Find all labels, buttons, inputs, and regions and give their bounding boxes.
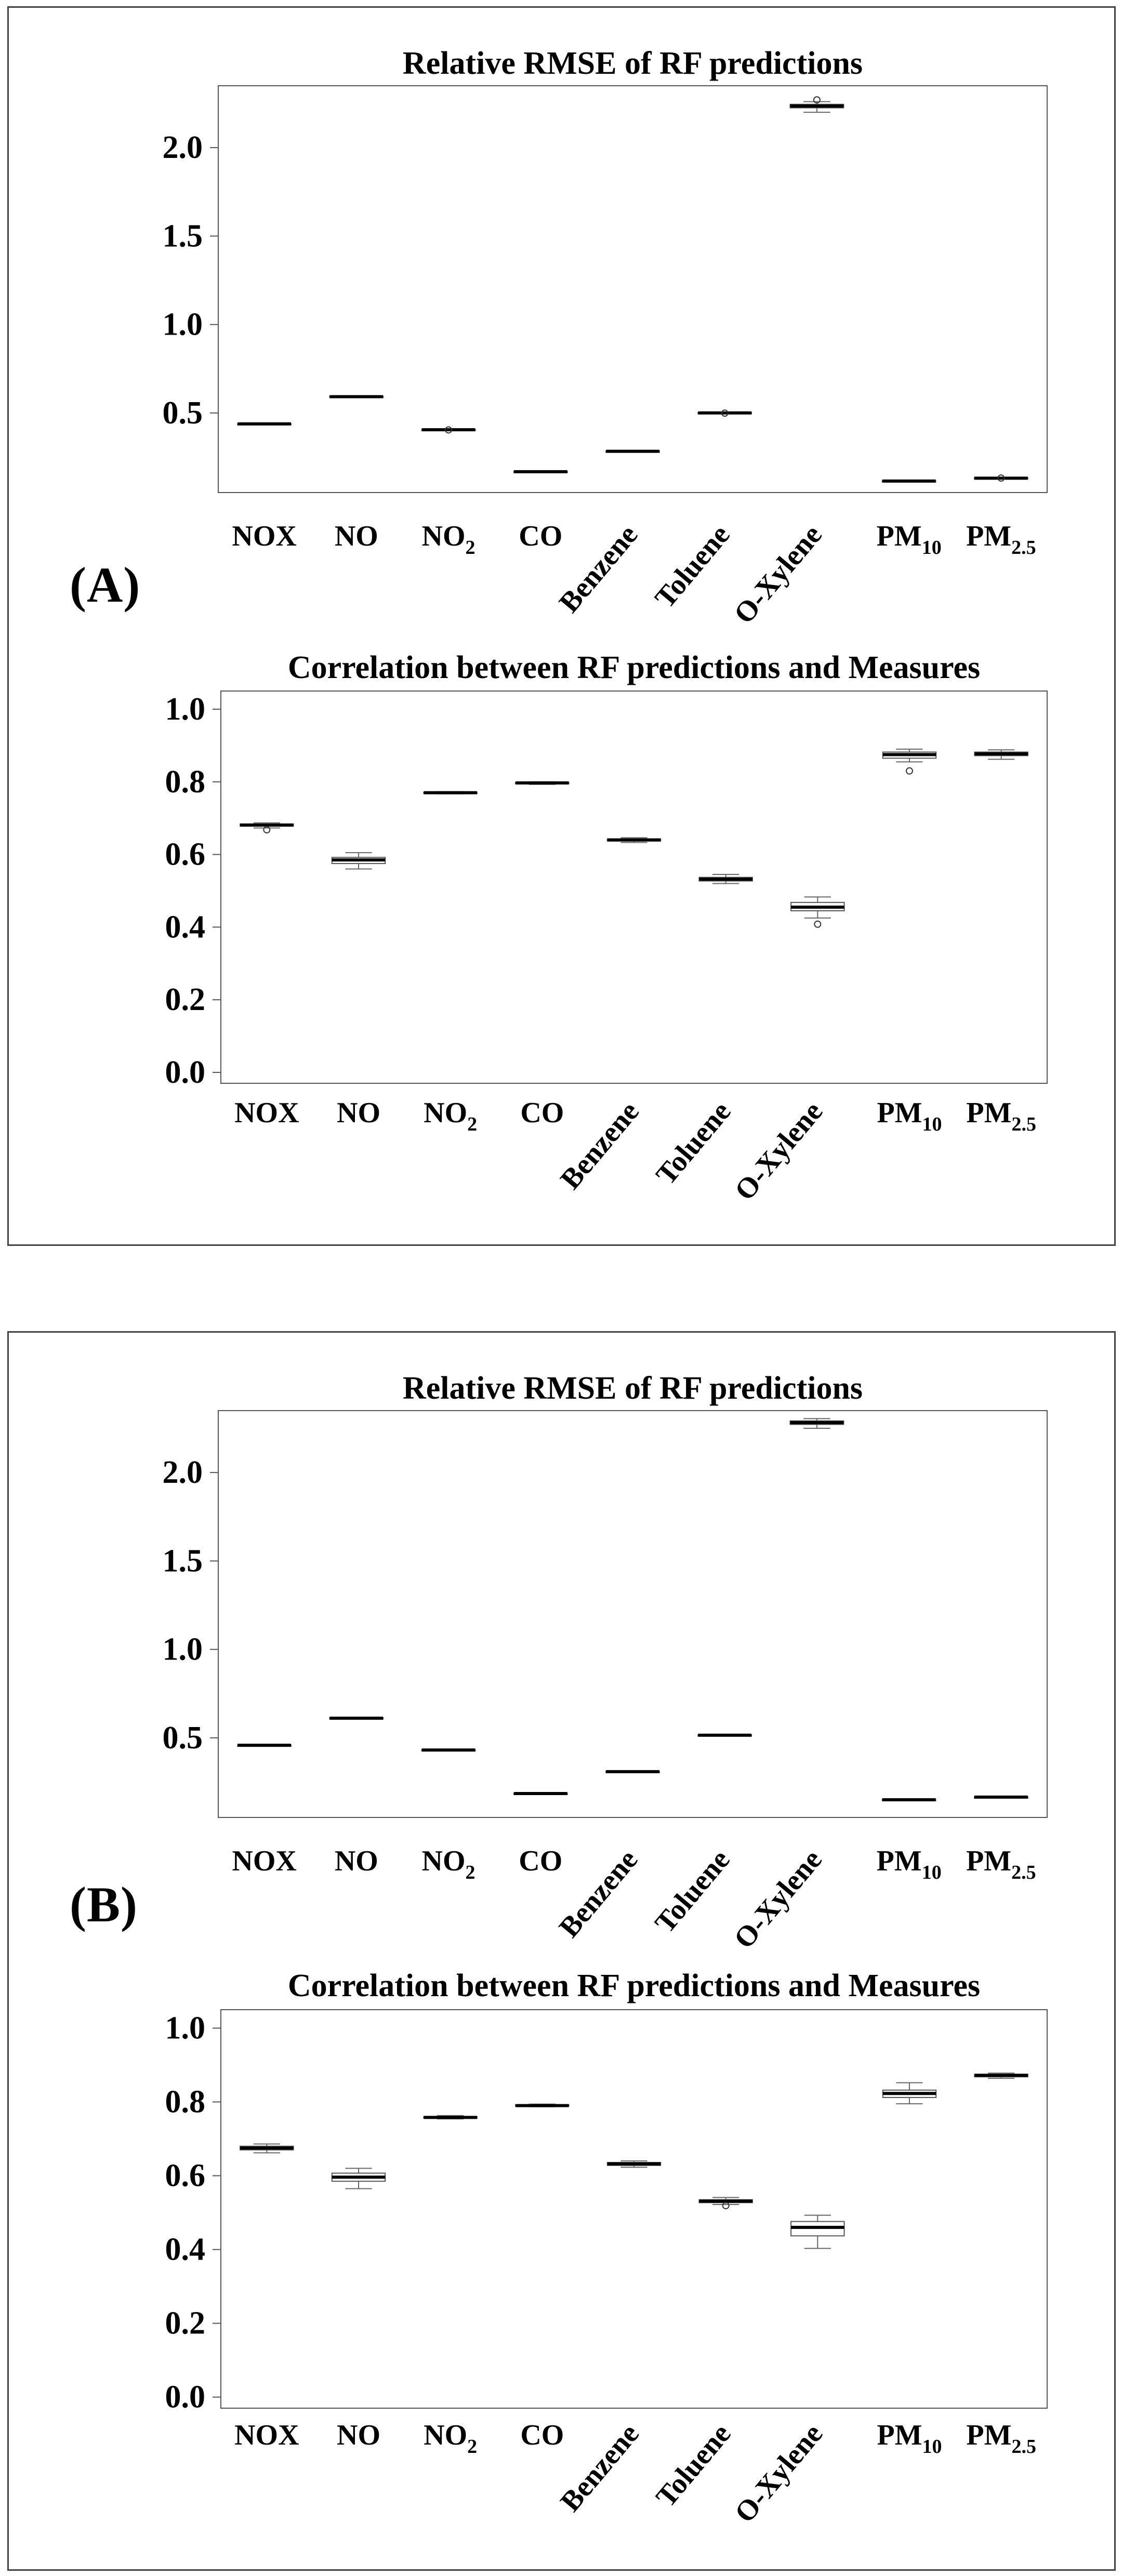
panel-label-b: (B)	[70, 1877, 138, 1932]
category-name: Benzene	[553, 519, 644, 619]
chart-title: Relative RMSE of RF predictions	[402, 1371, 863, 1406]
y-tick-label: 0.8	[165, 764, 205, 800]
x-category-label	[877, 1097, 942, 1135]
y-tick-label: 0.0	[165, 2379, 205, 2415]
y-tick-label: 1.5	[162, 1543, 203, 1579]
x-category-label	[234, 2419, 299, 2451]
box-co	[516, 2104, 569, 2107]
box-no	[329, 1717, 383, 1719]
x-category-label	[337, 2419, 380, 2451]
category-name: PM	[966, 1097, 1012, 1129]
x-category-label	[729, 1096, 829, 1207]
category-name: NO	[337, 1097, 380, 1129]
category-name: CO	[520, 2419, 564, 2451]
plot-frame	[221, 2010, 1047, 2408]
y-tick-label: 0.2	[165, 2305, 205, 2341]
x-category-label	[553, 1844, 644, 1944]
x-category-label	[424, 2419, 477, 2458]
y-tick-label: 0.8	[165, 2084, 205, 2120]
category-subscript: 2	[465, 1862, 475, 1883]
category-subscript: 2	[465, 537, 475, 559]
category-name: Toluene	[649, 1843, 736, 1940]
box-o-xylene	[790, 1418, 844, 1428]
x-category-label	[728, 1844, 828, 1955]
y-tick-label: 0.4	[165, 909, 205, 945]
x-category-label	[728, 519, 828, 630]
correlation-chart-a	[165, 650, 1048, 1206]
category-name: Benzene	[554, 1095, 645, 1196]
category-name: Toluene	[650, 1095, 737, 1191]
box-pm-10	[883, 2083, 936, 2104]
x-category-label	[519, 520, 562, 552]
box-nox	[237, 423, 291, 425]
box-no-2	[424, 792, 477, 794]
y-tick-label: 2.0	[162, 1455, 203, 1491]
category-name: PM	[877, 1097, 922, 1129]
x-category-label	[519, 1845, 562, 1877]
category-name: PM	[877, 2419, 922, 2451]
box-no-2	[422, 1749, 475, 1751]
rmse-chart-b	[163, 1371, 1048, 1955]
x-category-label	[650, 2418, 737, 2514]
x-category-label	[966, 520, 1036, 559]
category-name: NOX	[232, 1845, 297, 1877]
box-nox	[237, 1745, 291, 1746]
x-category-label	[966, 1845, 1036, 1883]
y-tick-label: 0.5	[162, 395, 203, 431]
category-name: NO	[421, 520, 466, 552]
x-category-label	[877, 1845, 942, 1883]
category-name: O-Xylene	[728, 1095, 829, 1207]
category-name: PM	[966, 1845, 1012, 1877]
y-tick-label: 2.0	[162, 130, 203, 166]
x-category-label	[335, 520, 378, 552]
box-pm-2.5	[974, 750, 1027, 759]
y-tick-label: 0.0	[165, 1055, 205, 1091]
x-category-label	[650, 1096, 737, 1191]
box-o-xylene	[791, 897, 844, 927]
category-subscript: 10	[921, 1862, 942, 1883]
box-no-2	[422, 427, 475, 433]
y-tick-label: 1.5	[162, 218, 203, 254]
category-subscript: 10	[922, 2436, 942, 2458]
category-name: CO	[519, 1845, 563, 1877]
category-name: NOX	[232, 520, 297, 552]
box-pm-10	[882, 481, 936, 482]
x-category-label	[422, 1845, 475, 1883]
x-category-label	[520, 1097, 564, 1129]
box-benzene	[607, 838, 660, 842]
plot-frame	[221, 691, 1047, 1083]
category-name: NO	[424, 2419, 468, 2451]
x-category-label	[554, 2418, 645, 2518]
category-subscript: 10	[921, 537, 942, 559]
category-name: O-Xylene	[728, 1843, 828, 1955]
category-name: PM	[876, 1845, 922, 1877]
category-name: NOX	[234, 2419, 299, 2451]
chart-title: Relative RMSE of RF predictions	[402, 46, 863, 81]
box-co	[516, 782, 569, 785]
box-co	[514, 1793, 567, 1795]
category-name: O-Xylene	[728, 519, 828, 630]
x-category-label	[649, 1844, 736, 1940]
category-name: CO	[519, 520, 563, 552]
x-category-label	[877, 2419, 942, 2458]
box-no-2	[424, 2116, 477, 2119]
x-category-label	[649, 519, 736, 615]
box-toluene	[698, 1735, 751, 1736]
x-category-label	[422, 520, 475, 559]
category-name: NO	[334, 520, 378, 552]
x-category-label	[232, 520, 296, 552]
box-pm-10	[883, 749, 936, 774]
x-category-label	[553, 519, 644, 619]
plot-frame	[218, 86, 1047, 493]
box-no	[332, 853, 385, 869]
category-name: PM	[966, 520, 1012, 552]
category-name: NOX	[234, 1097, 299, 1129]
box-no	[329, 396, 383, 397]
chart-title: Correlation between RF predictions and Measures	[287, 650, 981, 685]
category-name: Benzene	[553, 1843, 644, 1944]
panel-label-a: (A)	[70, 557, 141, 613]
x-category-label	[424, 1097, 477, 1135]
box-benzene	[606, 1771, 659, 1773]
category-name: PM	[966, 2419, 1012, 2451]
x-category-label	[335, 1845, 378, 1877]
box-co	[514, 471, 567, 473]
category-name: O-Xylene	[728, 2418, 829, 2529]
chart-title: Correlation between RF predictions and Measures	[287, 1968, 981, 2003]
box-pm-2.5	[974, 1797, 1028, 1798]
y-tick-label: 1.0	[165, 691, 205, 727]
category-name: Toluene	[649, 519, 736, 615]
box-no	[332, 2168, 385, 2188]
x-category-label	[234, 1097, 299, 1129]
box-pm-2.5	[974, 2073, 1027, 2078]
box-nox	[240, 2144, 293, 2153]
category-name: Benzene	[554, 2418, 645, 2518]
category-subscript: 2.5	[1011, 2436, 1036, 2458]
category-name: NO	[337, 2419, 380, 2451]
x-category-label	[337, 1097, 380, 1129]
box-o-xylene	[790, 97, 844, 112]
outlier-point	[814, 921, 821, 927]
y-tick-label: 0.2	[165, 982, 205, 1018]
category-subscript: 2.5	[1011, 1113, 1036, 1135]
box-pm-2.5	[974, 475, 1028, 481]
y-tick-label: 1.0	[162, 307, 203, 342]
box-nox	[240, 823, 293, 833]
x-category-label	[554, 1096, 645, 1196]
category-subscript: 2.5	[1011, 537, 1036, 559]
category-name: PM	[876, 520, 922, 552]
x-category-label	[232, 1845, 296, 1877]
category-subscript: 10	[922, 1113, 942, 1135]
x-category-label	[966, 1097, 1036, 1135]
box-o-xylene	[791, 2215, 844, 2249]
x-category-label	[877, 520, 942, 559]
category-subscript: 2	[467, 1113, 478, 1135]
category-name: NO	[424, 1097, 468, 1129]
rmse-chart-a	[163, 46, 1048, 630]
plot-frame	[218, 1411, 1047, 1817]
box-benzene	[606, 451, 659, 453]
category-name: Toluene	[650, 2418, 737, 2514]
x-category-label	[966, 2419, 1036, 2458]
box-toluene	[699, 2197, 752, 2209]
x-category-label	[520, 2419, 564, 2451]
x-category-label	[729, 2418, 829, 2529]
box-benzene	[607, 2161, 660, 2167]
box-toluene	[699, 874, 752, 883]
outlier-point	[906, 768, 913, 774]
category-name: CO	[520, 1097, 564, 1129]
y-tick-label: 0.4	[165, 2232, 205, 2267]
box-pm-10	[882, 1799, 936, 1801]
category-subscript: 2	[467, 2436, 478, 2458]
y-tick-label: 1.0	[165, 2010, 205, 2046]
y-tick-label: 1.0	[162, 1631, 203, 1667]
y-tick-label: 0.6	[165, 836, 205, 872]
category-name: NO	[421, 1845, 466, 1877]
correlation-chart-b	[165, 1968, 1048, 2529]
box-toluene	[698, 410, 751, 416]
category-subscript: 2.5	[1011, 1862, 1036, 1883]
y-tick-label: 0.5	[162, 1720, 203, 1756]
y-tick-label: 0.6	[165, 2158, 205, 2194]
category-name: NO	[334, 1845, 378, 1877]
